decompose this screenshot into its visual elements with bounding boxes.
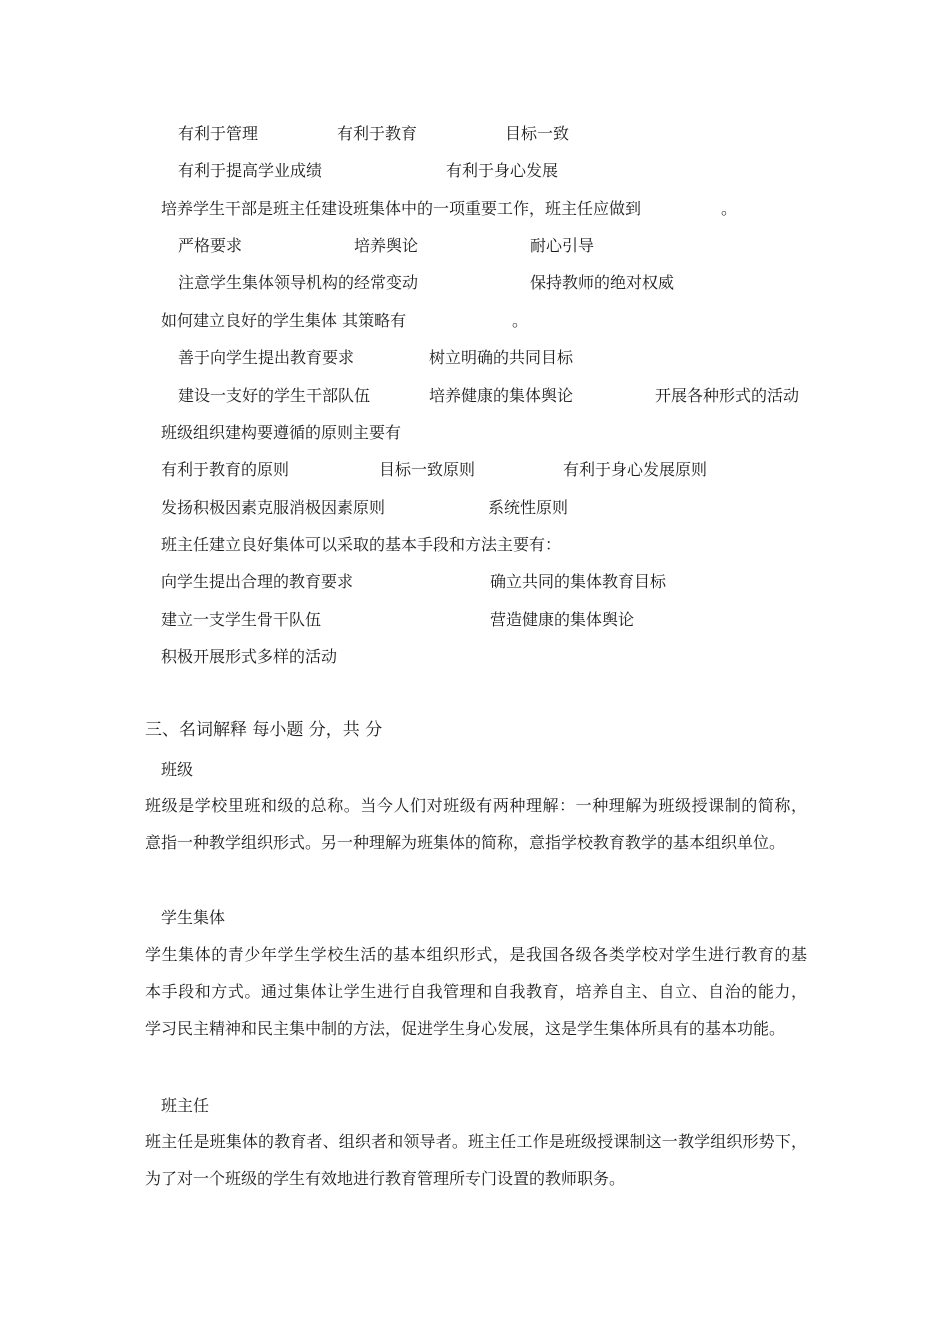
option-b: 目标一致原则 [379, 460, 476, 479]
option-b: 有利于教育 [337, 124, 418, 143]
option-a: 有利于管理 [178, 124, 259, 143]
option-a: 有利于教育的原则 [161, 460, 290, 479]
definition-line: 学习民主精神和民主集中制的方法，促进学生身心发展，这是学生集体所具有的基本功能。 [145, 1019, 786, 1038]
question-stem: 培养学生干部是班主任建设班集体中的一项重要工作，班主任应做到 [161, 199, 642, 218]
option-e: 保持教师的绝对权威 [530, 273, 675, 292]
option-e: 开展各种形式的活动 [655, 386, 800, 405]
definition-line: 学生集体的青少年学生学校生活的基本组织形式，是我国各级各类学校对学生进行教育的基 [145, 945, 807, 964]
option-e: 系统性原则 [488, 498, 569, 517]
definition-line: 班级是学校里班和级的总称。当今人们对班级有两种理解：一种理解为班级授课制的简称， [145, 796, 807, 815]
term-definition [145, 945, 807, 1056]
term-title: 班主任 [161, 1096, 210, 1115]
option-e: 有利于身心发展 [446, 161, 559, 180]
option-c: 耐心引导 [530, 236, 595, 255]
option-c: 有利于身心发展原则 [563, 460, 708, 479]
option-d: 营造健康的集体舆论 [490, 610, 635, 629]
option-c: 目标一致 [505, 124, 570, 143]
term-title: 学生集体 [161, 908, 226, 927]
option-a: 向学生提出合理的教育要求 [161, 572, 354, 591]
option-e: 积极开展形式多样的活动 [161, 647, 338, 666]
question-stem: 班主任建立良好集体可以采取的基本手段和方法主要有： [161, 535, 562, 554]
option-a: 严格要求 [178, 236, 243, 255]
option-d: 培养健康的集体舆论 [429, 386, 574, 405]
definition-line: 本手段和方式。通过集体让学生进行自我管理和自我教育，培养自主、自立、自治的能力， [145, 982, 807, 1001]
term-definition [145, 1132, 807, 1206]
option-d: 有利于提高学业成绩 [178, 161, 323, 180]
option-b: 确立共同的集体教育目标 [490, 572, 667, 591]
section-heading: 三、名词解释 每小题 分，共 分 [145, 720, 383, 740]
option-d: 发扬积极因素克服消极因素原则 [161, 498, 386, 517]
term-definition [145, 796, 807, 870]
question-stem-end: 。 [721, 199, 738, 218]
option-a: 善于向学生提出教育要求 [178, 348, 355, 367]
term-title: 班级 [161, 760, 194, 779]
option-b: 树立明确的共同目标 [429, 348, 574, 367]
question-stem: 如何建立良好的学生集体 其策略有 [161, 311, 407, 330]
option-b: 培养舆论 [354, 236, 419, 255]
option-d: 注意学生集体领导机构的经常变动 [178, 273, 419, 292]
definition-line: 班主任是班集体的教育者、组织者和领导者。班主任工作是班级授课制这一教学组织形势下， [145, 1132, 807, 1151]
option-c: 建立一支学生骨干队伍 [161, 610, 322, 629]
definition-line: 为了对一个班级的学生有效地进行教育管理所专门设置的教师职务。 [145, 1169, 626, 1188]
question-stem-end: 。 [512, 311, 529, 330]
definition-line: 意指一种教学组织形式。另一种理解为班集体的简称，意指学校教育教学的基本组织单位。 [145, 833, 786, 852]
question-stem: 班级组织建构要遵循的原则主要有 [161, 423, 402, 442]
option-c: 建设一支好的学生干部队伍 [178, 386, 371, 405]
